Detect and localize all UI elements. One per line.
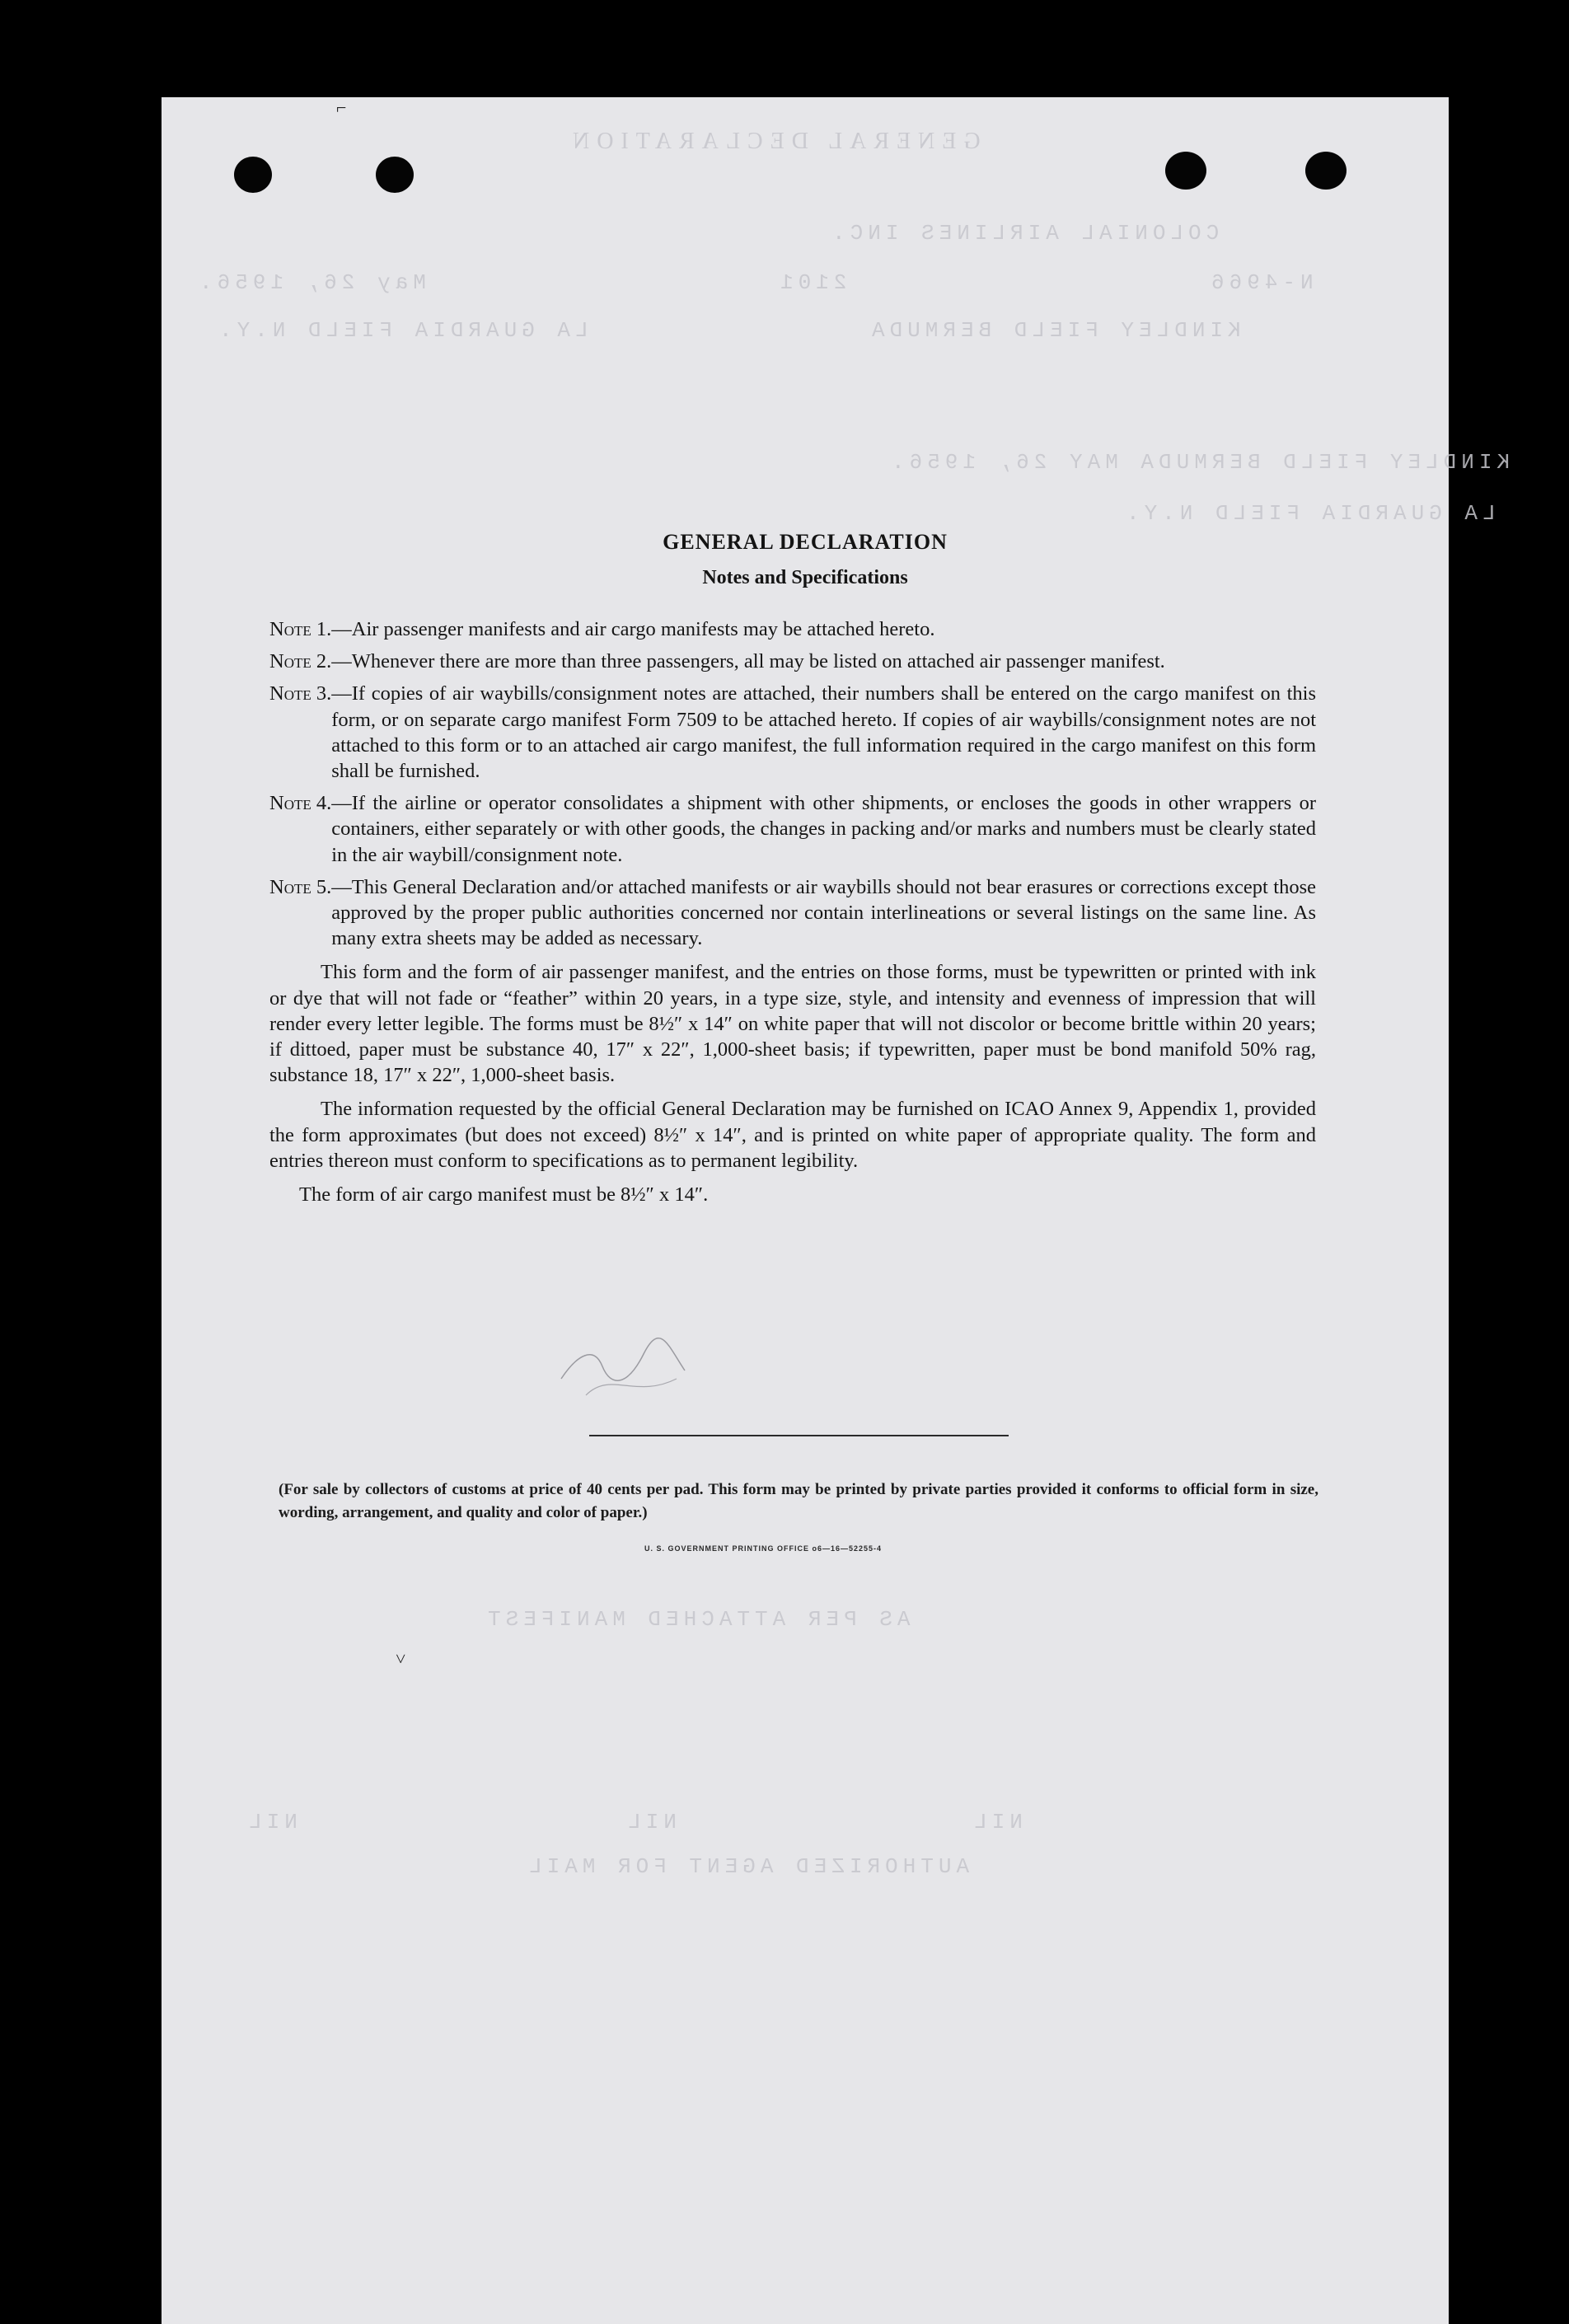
printing-office-line: U. S. GOVERNMENT PRINTING OFFICE o6—16—52255-4	[644, 1544, 883, 1553]
punch-hole-right-2	[1305, 152, 1347, 190]
note-3	[269, 681, 1316, 784]
bleed-arrival: LA GUARDIA FIELD N.Y.	[214, 318, 588, 343]
note-1	[269, 616, 1316, 642]
note-text: —Air passenger manifests and air cargo manifests may be attached hereto.	[331, 618, 935, 640]
bleed-route-1: KINDLEY FIELD BERMUDA MAY 26, 1956.	[887, 450, 1510, 475]
stray-mark-top: ⌐	[336, 97, 347, 118]
page-title: GENERAL DECLARATION	[663, 530, 948, 554]
paragraph-icao: The information requested by the official General Declaration may be furnished on ICAO Annex 9, Appendix 1, provided the form approximates (but does not exceed) 8½″ x 14″, and is printed on white paper of appropriate quality. The form and entries thereon must conform to specifications as to permanent legibility.	[269, 1098, 1316, 1172]
bleed-cargo: AS PER ATTACHED MANIFEST	[483, 1607, 911, 1632]
bleed-operator: COLONIAL AIRLINES INC.	[827, 221, 1220, 246]
punch-hole-left-2	[376, 157, 414, 193]
punch-hole-left-1	[234, 157, 272, 193]
paragraph-form-requirements: This form and the form of air passenger manifest, and the entries on those forms, must be typewritten or printed with ink or dye that will not fade or “feather” within 20 years, in a type size, style, and intensity and evenness of impression that will render every letter legible. The forms must be 8½″ x 14″ on white paper that will not discolor or become brittle within 20 years; if dittoed, paper must be substance 40, 17″ x 22″, 1,000-sheet basis; if typewritten, paper must be bond manifold 50% rag, substance 18, 17″ x 22″, 1,000-sheet basis.	[269, 961, 1316, 1087]
faint-signature-scribble	[553, 1321, 693, 1412]
paragraph-cargo-size: The form of air cargo manifest must be 8½″ x 14″.	[299, 1183, 709, 1207]
document-page	[162, 97, 1510, 2324]
note-label: Note 4.	[269, 792, 332, 815]
page-subtitle: Notes and Specifications	[702, 567, 908, 588]
bleed-nil-2: NIL	[623, 1810, 677, 1834]
stray-mark-lower: ˅	[396, 1648, 406, 1669]
note-5	[269, 874, 1316, 952]
bleed-nil-3: NIL	[244, 1810, 297, 1834]
note-text: —If the airline or operator consolidates a shipment with other shipments, or encloses the goods in other wrappers or containers, either separately or with other goods, the changes in packing and/or marks and numbers must be clearly stated in the air waybill/consignment note.	[331, 792, 1316, 866]
note-text: —Whenever there are more than three passengers, all may be listed on attached air passenger manifest.	[331, 650, 1165, 673]
note-label: Note 1.	[269, 618, 332, 640]
divider-rule	[589, 1435, 1009, 1436]
bleed-header: GENERAL DECLARATION	[565, 129, 981, 154]
note-label: Note 3.	[269, 682, 332, 705]
note-label: Note 2.	[269, 650, 332, 673]
bleed-flight: 2101	[775, 270, 847, 295]
note-text: —If copies of air waybills/consignment notes are attached, their numbers shall be entered on the cargo manifest on this form, or on separate cargo manifest Form 7509 to be attached hereto. If copies of air waybills/consignment notes are not attached to this form or to an attached air cargo manifest, the full information required in the cargo manifest on this form shall be furnished.	[331, 682, 1316, 783]
bleed-remarks: AUTHORIZED AGENT FOR MAIL	[524, 1854, 970, 1879]
bleed-date: May 26, 1956.	[194, 270, 426, 295]
bleed-aircraft: N-4966	[1206, 270, 1314, 295]
note-text: —This General Declaration and/or attached manifests or air waybills should not bear erasures or corrections except those approved by the proper public authorities concerned nor contain interlineations or several listings on the same line. As many extra sheets may be added as necessary.	[331, 875, 1316, 950]
note-label: Note 5.	[269, 875, 332, 898]
punch-hole-right-1	[1165, 152, 1206, 190]
note-4	[269, 790, 1316, 868]
bleed-route-2: LA GUARDIA FIELD N.Y.	[1122, 501, 1496, 526]
note-2	[269, 649, 1316, 674]
sale-note: (For sale by collectors of customs at price of 40 cents per pad. This form may be printed by private parties provided it conforms to official form in size, wording, arrangement, and quality and color of paper.)	[279, 1481, 1318, 1521]
bleed-nil-1: NIL	[969, 1810, 1023, 1834]
bleed-departure: KINDLEY FIELD BERMUDA	[867, 318, 1241, 343]
notes-body	[269, 616, 1316, 1207]
